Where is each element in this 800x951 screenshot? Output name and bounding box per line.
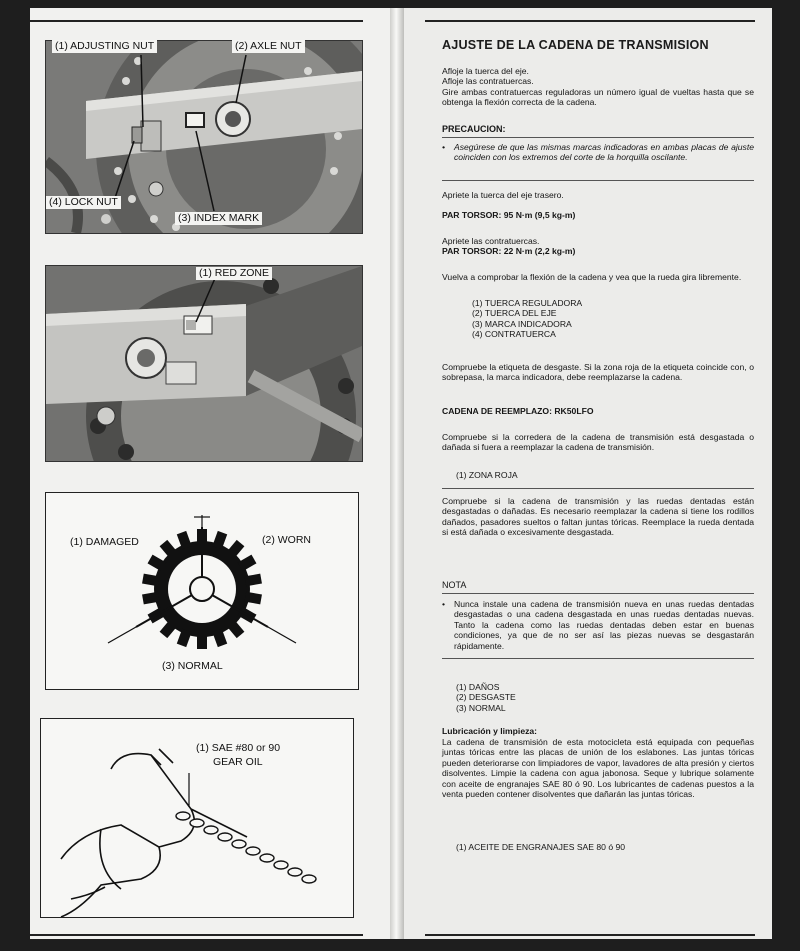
slider-check-text: Compruebe si la corredera de la cadena de transmisión está desgastada o dañada si fuera a reemplazar la cadena de transmisión.	[442, 432, 754, 453]
step-loosen-locknuts: Afloje las contratuercas.	[442, 76, 534, 87]
adjusting-nut-label: (1) ADJUSTING NUT	[52, 40, 157, 53]
sprocket-check-text: Compruebe si la cadena de transmisión y las ruedas dentadas están desgastadas o dañadas. Es necesario reemplazar la cadena si tiene los rodillos dañados, pasadores sueltos o faltan juntas tóricas. Reemplace la rueda dentada si está dañada o excesivamente desgastada.	[442, 496, 754, 538]
sprocket-top-divider	[442, 488, 754, 489]
recheck-text: Vuelva a comprobar la flexión de la cadena y vea que la rueda gira libremente.	[442, 272, 742, 282]
precaucion-text: • Asegúrese de que las mismas marcas indicadoras en ambas placas de ajuste coinciden con los extremos del corte de la horquilla oscilante.	[442, 142, 754, 163]
nota-heading: NOTA	[442, 580, 467, 590]
axle-nut-label: (2) AXLE NUT	[232, 40, 305, 53]
nota-block	[442, 599, 754, 651]
parts-list-item: (1) TUERCA REGULADORA	[472, 298, 583, 308]
lube-text: La cadena de transmisión de esta motocicleta está equipada con pequeñas juntas tóricas entre las placas de unión de los eslabones. Las juntas tóricas pueden deteriorarse con limpiadores de vapor, lavadores de alta presión y ciertos disolventes. Limpie la cadena con agua jabonosa. Seque y lubrique solamente con aceite de engranajes SAE 80 ó 90. Los lubricantes de cadenas puestos a la venta pueden contener disolventes que dañarán las juntas tóricas.	[442, 737, 754, 800]
parts-list-item: (3) MARCA INDICADORA	[472, 318, 572, 329]
precaucion-bottom-divider	[442, 180, 754, 181]
lock-nut-label: (4) LOCK NUT	[46, 196, 121, 209]
sprocket-list-item: (2) DESGASTE	[456, 692, 516, 703]
right-top-rule	[425, 20, 755, 22]
sprocket-list-item: (3) NORMAL	[456, 702, 506, 713]
normal-label: (3) NORMAL	[162, 660, 223, 672]
step-turn-adjusters: Gire ambas contratuercas reguladoras un número igual de vueltas hasta que se obtenga la flexión correcta de la cadena.	[442, 86, 754, 108]
gear-oil-label-line2: GEAR OIL	[213, 756, 263, 768]
nota-top-divider	[442, 593, 754, 594]
parts-list	[456, 298, 762, 340]
torque-locknuts: PAR TORSOR: 22 N·m (2,2 kg-m)	[442, 246, 576, 256]
nota-text: • Nunca instale una cadena de transmisión nueva en unas ruedas dentadas desgastadas o una cadena desgastada en unas ruedas dentadas nuevas. Tanto la cadena como las ruedas dentadas deben estar en buenas condiciones, ya que de no ser así las piezas nuevas se desgastarán rápidamente.	[442, 599, 754, 651]
red-zone-label: (1) RED ZONE	[196, 267, 272, 280]
sprocket-list-item: (1) DAÑOS	[456, 682, 500, 692]
wear-label-text: Compruebe la etiqueta de desgaste. Si la zona roja de la etiqueta coincide con, o sobrepasa, la marca indicadora, debe reemplazarse la cadena.	[442, 362, 754, 383]
lube-heading: Lubricación y limpieza:	[442, 726, 538, 736]
intro-steps	[442, 66, 754, 108]
worn-label: (2) WORN	[262, 534, 311, 546]
tighten-locknuts: Apriete las contratuercas.	[442, 236, 540, 246]
red-zone-photo-drawing	[46, 266, 362, 461]
precaucion-top-divider	[442, 137, 754, 138]
red-zone-photo	[45, 265, 363, 462]
precaucion-block	[442, 142, 754, 163]
zona-roja-label: (1) ZONA ROJA	[456, 470, 518, 480]
parts-list-item: (2) TUERCA DEL EJE	[472, 308, 557, 319]
gear-oil-spanish-label: (1) ACEITE DE ENGRANAJES SAE 80 ó 90	[456, 842, 626, 852]
book-spine	[390, 8, 404, 939]
gear-oil-label-line1: (1) SAE #80 or 90	[196, 742, 281, 754]
damaged-label: (1) DAMAGED	[70, 536, 139, 548]
index-mark-label: (3) INDEX MARK	[175, 212, 262, 225]
step-loosen-axle: Afloje la tuerca del eje.	[442, 66, 529, 76]
sprocket-list	[456, 682, 768, 713]
tighten-axle: Apriete la tuerca del eje trasero.	[442, 190, 564, 200]
replacement-chain: CADENA DE REEMPLAZO: RK50LFO	[442, 406, 594, 416]
left-top-rule	[30, 20, 363, 22]
nota-bottom-divider	[442, 658, 754, 659]
parts-list-item: (4) CONTRATUERCA	[472, 329, 556, 340]
precaucion-heading: PRECAUCION:	[442, 124, 506, 134]
page-title: AJUSTE DE LA CADENA DE TRANSMISION	[442, 38, 709, 52]
right-bottom-rule	[425, 934, 755, 936]
left-bottom-rule	[30, 934, 363, 936]
torque-axle: PAR TORSOR: 95 N·m (9,5 kg-m)	[442, 210, 576, 220]
